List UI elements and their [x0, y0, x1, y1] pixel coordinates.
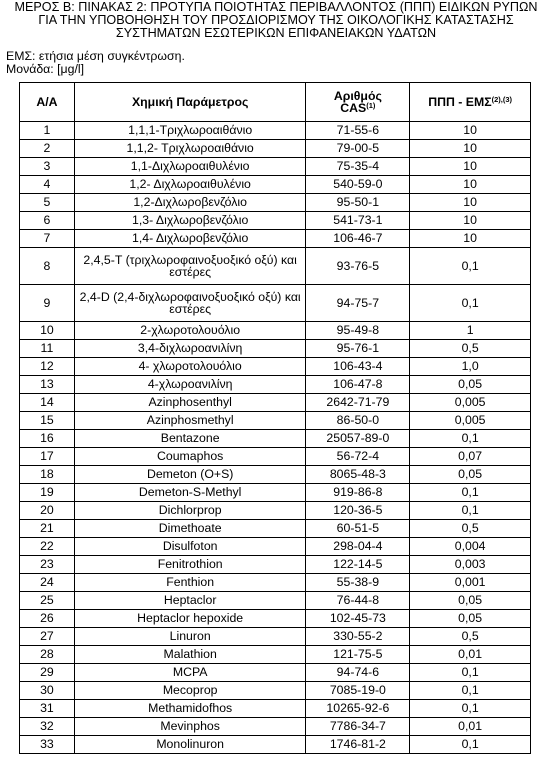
cas-number-cell: 93-76-5: [306, 248, 410, 285]
cas-number-cell: 71-55-6: [306, 122, 410, 140]
table-row: [20, 718, 531, 736]
title-line: ΜΕΡΟΣ Β: ΠΙΝΑΚΑΣ 2: ΠΡΟΤΥΠΑ ΠΟΙΟΤΗΤΑΣ ΠΕΡΙΒΑΛΛΟΝΤΟΣ (ΠΠΠ) ΕΙΔΙΚΩΝ ΡΥΠΩΝ: [14, 0, 538, 14]
cas-number-cell: 7085-19-0: [306, 682, 410, 700]
parameter-cell: 1,1,1-Τριχλωροαιθάνιο: [74, 122, 306, 140]
ppp-value-cell: 0,5: [410, 340, 531, 358]
cas-number-cell: 95-49-8: [306, 322, 410, 340]
cas-number-cell: 25057-89-0: [306, 430, 410, 448]
ppp-value-cell: 0,1: [410, 248, 531, 285]
parameter-cell: 2,4,5-Τ (τριχλωροφαινοξυοξικό οξύ) και εστέρες: [74, 248, 306, 285]
parameter-cell: Monolinuron: [74, 736, 306, 754]
table-row: [20, 628, 531, 646]
ppp-value-cell: 0,1: [410, 736, 531, 754]
parameter-cell: Coumaphos: [74, 448, 306, 466]
table-row: [20, 682, 531, 700]
row-number-cell: 20: [20, 502, 75, 520]
row-number-cell: 15: [20, 412, 75, 430]
parameter-cell: 1,3- Διχλωροβενζόλιο: [74, 212, 306, 230]
cas-number-cell: 2642-71-79: [306, 394, 410, 412]
parameter-cell: Malathion: [74, 646, 306, 664]
row-number-cell: 30: [20, 682, 75, 700]
table-header-row: [20, 83, 531, 122]
cas-number-cell: 56-72-4: [306, 448, 410, 466]
ppp-value-cell: 10: [410, 176, 531, 194]
ppp-value-cell: 10: [410, 122, 531, 140]
row-number-cell: 6: [20, 212, 75, 230]
parameter-cell: Mevinphos: [74, 718, 306, 736]
row-number-cell: 8: [20, 248, 75, 285]
table-row: [20, 502, 531, 520]
cas-footnote-marker: (1): [366, 101, 376, 110]
row-number-cell: 18: [20, 466, 75, 484]
ppp-value-cell: 0,1: [410, 430, 531, 448]
row-number-cell: 16: [20, 430, 75, 448]
parameter-cell: 4-χλωροανιλίνη: [74, 376, 306, 394]
parameter-cell: 2-χλωροτολουόλιο: [74, 322, 306, 340]
table-row: [20, 340, 531, 358]
ppp-value-cell: 10: [410, 212, 531, 230]
title-line: ΣΥΣΤΗΜΑΤΩΝ ΕΣΩΤΕΡΙΚΩΝ ΕΠΙΦΑΝΕΙΑΚΩΝ ΥΔΑΤΩΝ: [115, 26, 437, 41]
row-number-cell: 7: [20, 230, 75, 248]
document-title: [6, 1, 546, 41]
row-number-cell: 14: [20, 394, 75, 412]
table-row: [20, 430, 531, 448]
row-number-cell: 17: [20, 448, 75, 466]
ppp-value-cell: 10: [410, 230, 531, 248]
ppp-value-cell: 0,05: [410, 376, 531, 394]
table-row: [20, 574, 531, 592]
table-row: [20, 520, 531, 538]
cas-number-cell: 1746-81-2: [306, 736, 410, 754]
ppp-value-cell: 0,1: [410, 285, 531, 322]
ppp-value-cell: 0,05: [410, 466, 531, 484]
table-row: [20, 285, 531, 322]
parameter-cell: Azinphosmethyl: [74, 412, 306, 430]
ppp-value-cell: 0,1: [410, 700, 531, 718]
cas-number-cell: 76-44-8: [306, 592, 410, 610]
cas-number-cell: 86-50-0: [306, 412, 410, 430]
ppp-value-cell: 0,1: [410, 502, 531, 520]
table-row: [20, 736, 531, 754]
ppp-value-cell: 10: [410, 194, 531, 212]
ppp-value-cell: 1: [410, 322, 531, 340]
ppp-value-cell: 0,5: [410, 520, 531, 538]
cas-number-cell: 75-35-4: [306, 158, 410, 176]
parameter-cell: Linuron: [74, 628, 306, 646]
cas-number-cell: 106-43-4: [306, 358, 410, 376]
ppp-value-cell: 0,05: [410, 592, 531, 610]
cas-number-cell: 94-75-7: [306, 285, 410, 322]
title-line: ΓΙΑ ΤΗΝ ΥΠΟΒΟΗΘΗΣΗ ΤΟΥ ΠΡΟΣΔΙΟΡΙΣΜΟΥ ΤΗΣ ΟΙΚΟΛΟΓΙΚΗΣ ΚΑΤΑΣΤΑΣΗΣ: [38, 13, 514, 28]
parameter-cell: Heptaclor hepoxide: [74, 610, 306, 628]
row-number-cell: 24: [20, 574, 75, 592]
table-row: [20, 248, 531, 285]
row-number-cell: 21: [20, 520, 75, 538]
row-number-cell: 32: [20, 718, 75, 736]
ppp-value-cell: 10: [410, 140, 531, 158]
cas-number-cell: 94-74-6: [306, 664, 410, 682]
column-header-parameter: Χημική Παράμετρος: [74, 83, 306, 122]
row-number-cell: 9: [20, 285, 75, 322]
ppp-value-cell: 0,005: [410, 412, 531, 430]
ppp-value-cell: 0,1: [410, 682, 531, 700]
cas-number-cell: 541-73-1: [306, 212, 410, 230]
column-header-aa: Α/Α: [20, 83, 75, 122]
cas-number-cell: 121-75-5: [306, 646, 410, 664]
row-number-cell: 13: [20, 376, 75, 394]
cas-number-cell: 122-14-5: [306, 556, 410, 574]
row-number-cell: 4: [20, 176, 75, 194]
cas-number-cell: 540-59-0: [306, 176, 410, 194]
table-row: [20, 158, 531, 176]
ppp-value-cell: 1,0: [410, 358, 531, 376]
cas-number-cell: 330-55-2: [306, 628, 410, 646]
ppp-value-cell: 0,07: [410, 448, 531, 466]
row-number-cell: 31: [20, 700, 75, 718]
row-number-cell: 26: [20, 610, 75, 628]
parameter-cell: 1,2- Διχλωροαιθυλένιο: [74, 176, 306, 194]
parameter-cell: Fenitrothion: [74, 556, 306, 574]
ppp-value-cell: 0,004: [410, 538, 531, 556]
row-number-cell: 22: [20, 538, 75, 556]
parameter-cell: 1,1-Διχλωροαιθυλένιο: [74, 158, 306, 176]
row-number-cell: 28: [20, 646, 75, 664]
table-row: [20, 122, 531, 140]
ppp-value-cell: 0,01: [410, 646, 531, 664]
row-number-cell: 25: [20, 592, 75, 610]
parameter-cell: 4- χλωροτολουόλιο: [74, 358, 306, 376]
cas-number-cell: 106-46-7: [306, 230, 410, 248]
table-row: [20, 140, 531, 158]
cas-number-cell: 60-51-5: [306, 520, 410, 538]
ppp-value-cell: 0,001: [410, 574, 531, 592]
row-number-cell: 11: [20, 340, 75, 358]
row-number-cell: 1: [20, 122, 75, 140]
parameter-cell: Dimethoate: [74, 520, 306, 538]
parameter-cell: Dichlorprop: [74, 502, 306, 520]
table-row: [20, 448, 531, 466]
table-row: [20, 358, 531, 376]
table-row: [20, 664, 531, 682]
ppp-value-cell: 0,1: [410, 484, 531, 502]
ppp-value-cell: 0,5: [410, 628, 531, 646]
row-number-cell: 29: [20, 664, 75, 682]
ems-note: ΕΜΣ: ετήσια μέση συγκέντρωση.: [6, 49, 185, 63]
cas-number-cell: 55-38-9: [306, 574, 410, 592]
parameter-cell: 3,4-διχλωροανιλίνη: [74, 340, 306, 358]
parameter-cell: Mecoprop: [74, 682, 306, 700]
table-row: [20, 212, 531, 230]
unit-note: Μονάδα: [μg/l]: [6, 62, 85, 76]
ppp-value-cell: 0,1: [410, 664, 531, 682]
row-number-cell: 3: [20, 158, 75, 176]
ppp-value-cell: 0,003: [410, 556, 531, 574]
parameter-cell: 1,4- Διχλωροβενζόλιο: [74, 230, 306, 248]
table-row: [20, 700, 531, 718]
ppp-header-text: ΠΠΠ - ΕΜΣ: [428, 94, 492, 109]
table-row: [20, 610, 531, 628]
table-row: [20, 466, 531, 484]
table-row: [20, 538, 531, 556]
cas-number-cell: 95-76-1: [306, 340, 410, 358]
cas-number-cell: 8065-48-3: [306, 466, 410, 484]
column-header-cas: [306, 83, 410, 122]
ppp-value-cell: 10: [410, 158, 531, 176]
parameter-cell: Methamidofhos: [74, 700, 306, 718]
table-row: [20, 194, 531, 212]
table-row: [20, 322, 531, 340]
table-row: [20, 176, 531, 194]
table-row: [20, 646, 531, 664]
cas-number-cell: 95-50-1: [306, 194, 410, 212]
ppp-value-cell: 0,005: [410, 394, 531, 412]
parameter-cell: Heptaclor: [74, 592, 306, 610]
cas-number-cell: 120-36-5: [306, 502, 410, 520]
parameter-cell: Disulfoton: [74, 538, 306, 556]
parameter-cell: MCPA: [74, 664, 306, 682]
row-number-cell: 19: [20, 484, 75, 502]
ppp-footnote-marker: (2),(3): [491, 94, 513, 104]
table-row: [20, 230, 531, 248]
row-number-cell: 23: [20, 556, 75, 574]
cas-number-cell: 298-04-4: [306, 538, 410, 556]
table-row: [20, 412, 531, 430]
cas-number-cell: 79-00-5: [306, 140, 410, 158]
table-row: [20, 484, 531, 502]
parameter-cell: Fenthion: [74, 574, 306, 592]
table-row: [20, 394, 531, 412]
parameter-cell: Azinphosenthyl: [74, 394, 306, 412]
column-header-ppp-ems: [410, 83, 531, 122]
cas-number-cell: 10265-92-6: [306, 700, 410, 718]
table-row: [20, 592, 531, 610]
row-number-cell: 10: [20, 322, 75, 340]
table-row: [20, 376, 531, 394]
ppp-value-cell: 0,05: [410, 610, 531, 628]
cas-header-line1: Αριθμός: [333, 88, 382, 103]
cas-number-cell: 7786-34-7: [306, 718, 410, 736]
cas-number-cell: 919-86-8: [306, 484, 410, 502]
table-row: [20, 556, 531, 574]
row-number-cell: 5: [20, 194, 75, 212]
ppp-value-cell: 0,01: [410, 718, 531, 736]
table-body: [20, 122, 531, 754]
parameter-cell: Bentazone: [74, 430, 306, 448]
cas-number-cell: 102-45-73: [306, 610, 410, 628]
cas-number-cell: 106-47-8: [306, 376, 410, 394]
parameter-cell: 1,1,2- Τριχλωροαιθάνιο: [74, 140, 306, 158]
parameter-cell: 1,2-Διχλωροβενζόλιο: [74, 194, 306, 212]
pollutant-standards-table: [19, 82, 531, 754]
parameter-cell: Demeton (O+S): [74, 466, 306, 484]
row-number-cell: 12: [20, 358, 75, 376]
parameter-cell: Demeton-S-Methyl: [74, 484, 306, 502]
parameter-cell: 2,4-D (2,4-διχλωροφαινοξυοξικό οξύ) και εστέρες: [74, 285, 306, 322]
row-number-cell: 2: [20, 140, 75, 158]
row-number-cell: 27: [20, 628, 75, 646]
row-number-cell: 33: [20, 736, 75, 754]
cas-header-line2: CAS: [340, 101, 367, 115]
